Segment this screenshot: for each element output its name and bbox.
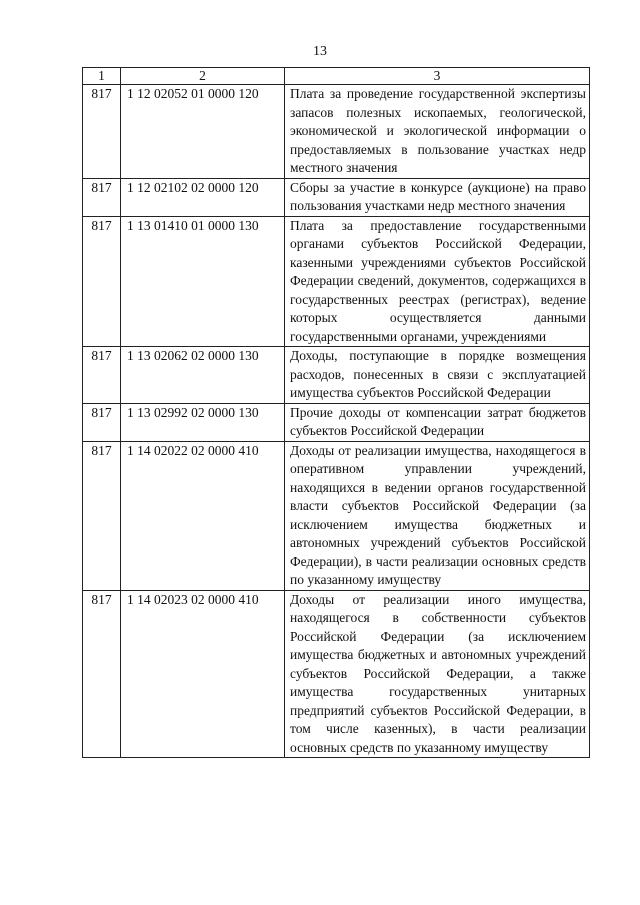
revenue-name-cell: Прочие доходы от компенсации затрат бюджетов субъектов Российской Федерации bbox=[285, 403, 590, 441]
revenue-name-cell: Плата за предоставление государственными органами субъектов Российской Федерации, казенными учреждениями субъектов Российской Федерации сведений, документов, содержащихся в государственных реестрах (регистрах), ведение которых осуществляется данными государственными органами, учреждениями bbox=[285, 216, 590, 347]
kbk-code-cell: 1 13 01410 01 0000 130 bbox=[121, 216, 285, 347]
table-row bbox=[83, 85, 590, 179]
revenue-name-cell: Сборы за участие в конкурсе (аукционе) на право пользования участками недр местного значения bbox=[285, 178, 590, 216]
column-header-2: 2 bbox=[121, 68, 285, 85]
column-header-3: 3 bbox=[285, 68, 590, 85]
revenue-name-cell: Доходы от реализации иного имущества, находящегося в собственности субъектов Российской Федерации (за исключением имущества бюджетных и автономных учреждений субъектов Российской Федерации, а также имущества государственных унитарных предприятий субъектов Российской Федерации, в том числе казенных), в части реализации основных средств по указанному имуществу bbox=[285, 590, 590, 758]
admin-code-cell: 817 bbox=[83, 178, 121, 216]
admin-code-cell: 817 bbox=[83, 347, 121, 404]
page-number: 13 bbox=[313, 44, 327, 59]
admin-code-cell: 817 bbox=[83, 216, 121, 347]
table-row bbox=[83, 347, 590, 404]
admin-code-cell: 817 bbox=[83, 85, 121, 179]
table-row bbox=[83, 441, 590, 590]
kbk-code-cell: 1 14 02022 02 0000 410 bbox=[121, 441, 285, 590]
table-row bbox=[83, 216, 590, 347]
kbk-code-cell: 1 14 02023 02 0000 410 bbox=[121, 590, 285, 758]
table-row bbox=[83, 590, 590, 758]
revenue-codes-table bbox=[82, 67, 590, 758]
table-row bbox=[83, 178, 590, 216]
column-header-1: 1 bbox=[83, 68, 121, 85]
admin-code-cell: 817 bbox=[83, 590, 121, 758]
revenue-name-cell: Доходы от реализации имущества, находящегося в оперативном управлении учреждений, находящихся в ведении органов государственной власти субъектов Российской Федерации (за исключением имущества бюджетных и автономных учреждений субъектов Российской Федерации), в части реализации основных средств по указанному имуществу bbox=[285, 441, 590, 590]
kbk-code-cell: 1 12 02102 02 0000 120 bbox=[121, 178, 285, 216]
kbk-code-cell: 1 13 02062 02 0000 130 bbox=[121, 347, 285, 404]
table-row bbox=[83, 403, 590, 441]
admin-code-cell: 817 bbox=[83, 403, 121, 441]
table-header-row bbox=[83, 68, 590, 85]
admin-code-cell: 817 bbox=[83, 441, 121, 590]
kbk-code-cell: 1 13 02992 02 0000 130 bbox=[121, 403, 285, 441]
revenue-name-cell: Плата за проведение государственной экспертизы запасов полезных ископаемых, геологической, экономической и экологической информации о предоставляемых в пользование участках недр местного значения bbox=[285, 85, 590, 179]
revenue-name-cell: Доходы, поступающие в порядке возмещения расходов, понесенных в связи с эксплуатацией имущества субъектов Российской Федерации bbox=[285, 347, 590, 404]
kbk-code-cell: 1 12 02052 01 0000 120 bbox=[121, 85, 285, 179]
